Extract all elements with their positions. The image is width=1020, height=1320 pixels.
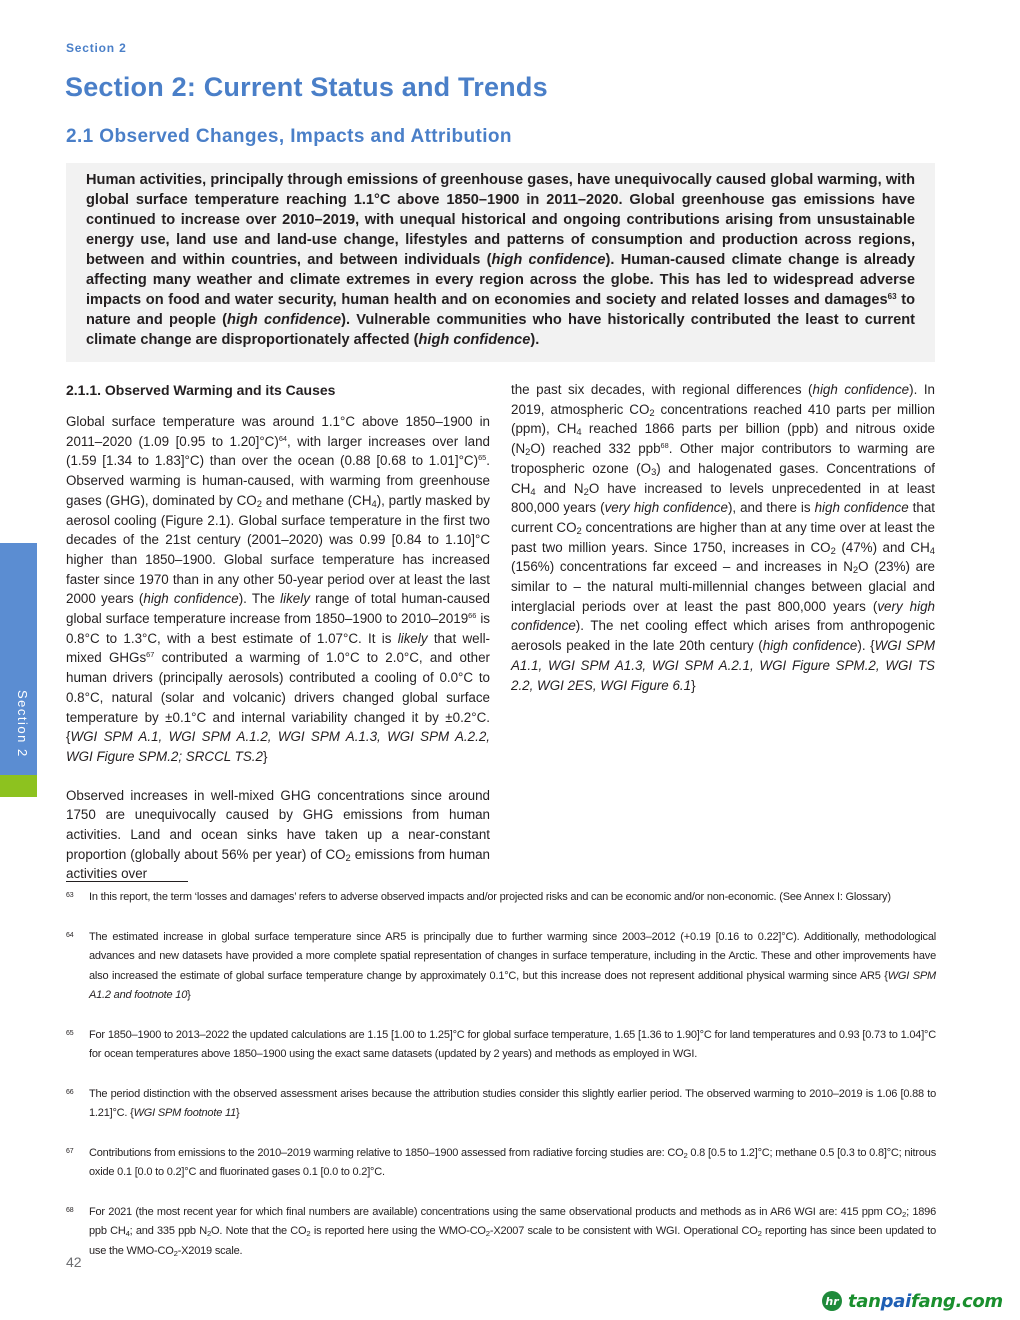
left-column: [66, 380, 490, 884]
tanpaifang-logo-icon: hr: [822, 1291, 842, 1311]
footnote-65: 65 For 1850–1900 to 2013–2022 the updated calculations are 1.15 [1.00 to 1.25]°C for global surface temperature, 1.65 [1.36 to 1.90]°C for land temperatures and 0.93 [0.73 to 1.04]°C for ocean temperatures above 1850–1900 using the exact same datasets (updated by 2 years) and methods as employed in WGI.: [66, 1026, 936, 1065]
footnote-ref-63[interactable]: 63: [887, 292, 897, 301]
subsubsection-heading: 2.1.1. Observed Warming and its Causes: [66, 382, 336, 398]
footnotes: [66, 888, 936, 1281]
footnote-number: 67: [66, 1147, 74, 1155]
footnote-ref-66[interactable]: 66: [468, 611, 477, 621]
paragraph-ghg-concentrations-continued: the past six decades, with regional differences (high confidence). In 2019, atmospheric $CO_2$ concentrations reached 410 parts per million (ppm), $CH_4$ reached 1866 parts per billion (ppb) and nitrous oxide $(N_2O)$ reached 332 ppb$^{68}$. Other major contributors to warming are tropospheric ozone $(O_3)$ and halogenated gases. Concentrations of $CH_4$ and $N_2O$ have increased to levels unprecedented in at least 800,000 years (very high confidence), and there is high confidence that current $CO_2$ concentrations are higher than at any time over at least the past two million years. Since 1750, increases in $CO_2$ (47%) and $CH_4$ (156%) concentrations far exceed – and increases in $N_2O$ (23%) are similar to – the natural multi-millennial changes between glacial and interglacial periods over at least the past 800,000 years (very high confidence). The net cooling effect which arises from anthropogenic aerosols peaked in the late 20th century (high confidence). {WGI SPM A1.1, WGI SPM A1.3, WGI SPM A.2.1, WGI Figure SPM.2, WGI TS 2.2, WGI 2ES, WGI Figure 6.1}: [511, 382, 936, 693]
footnote-66: 66 The period distinction with the observed assessment arises because the attribution studies consider this slightly earlier period. The observed warming to 2010–2019 is 1.06 [0.88 to 1.21]°C. {WGI SPM footnote 11}: [66, 1085, 936, 1124]
footnote-number: 66: [66, 1088, 74, 1096]
cross-references: WGI SPM A1.1, WGI SPM A1.3, WGI SPM A.2.1, WGI Figure SPM.2, WGI TS 2.2, WGI 2ES, WGI Figure 6.1: [511, 638, 936, 693]
footnote-ref-64[interactable]: 64: [278, 433, 287, 443]
cross-references: WGI SPM A.1, WGI SPM A.1.2, WGI SPM A.1.3, WGI SPM A.2.2, WGI Figure SPM.2; SRCCL TS.2: [66, 729, 490, 764]
section-title: Section 2: Current Status and Trends: [65, 72, 548, 102]
paragraph-ghg-concentrations: Observed increases in well-mixed GHG concentrations since around 1750 are unequivocally caused by GHG emissions from human activities. Land and ocean sinks have taken up a near-constant proportion (globally about 56% per year) of $CO_2$ emissions from human activities over: [66, 787, 490, 882]
footnote-63: 63 In this report, the term ‘losses and damages’ refers to adverse observed impacts and/or projected risks and can be economic and/or non-economic. (See Annex I: Glossary): [66, 888, 936, 908]
side-tab-accent: [0, 775, 37, 797]
summary-box: [66, 163, 935, 362]
footnote-ref-65[interactable]: 65: [478, 453, 487, 463]
right-column: [511, 380, 935, 695]
footnote-ref-68[interactable]: 68: [660, 441, 669, 451]
watermark-text: tanpaifang.com: [848, 1290, 1003, 1312]
footnote-number: 63: [66, 892, 74, 899]
paragraph-observed-warming: Global surface temperature was around 1.1°C above 1850–1900 in 2011–2020 (1.09 [0.95 to 1.20]°C)$^{64}$, with larger increases over land (1.59 [1.34 to 1.83]°C) than over the ocean (0.88 [0.68 to 1.01]°C)$^{65}$. Observed warming is human-caused, with warming from greenhouse gases (GHG), dominated by $CO_2$ and methane $(CH_4)$, partly masked by aerosol cooling (Figure 2.1). Global surface temperature in the first two decades of the 21st century (2001–2020) was 0.99 [0.84 to 1.10]°C higher than 1850–1900. Global surface temperature has increased faster since 1970 than in any other 50-year period over at least the last 2000 years (high confidence). The likely range of total human-caused global surface temperature increase from 1850–1900 to 2010–2019$^{66}$ is 0.8°C to 1.3°C, with a best estimate of 1.07°C. It is likely that well-mixed GHGs$^{67}$ contributed a warming of 1.0°C to 2.0°C, and other human drivers (principally aerosols) contributed a cooling of 0.0°C to 0.8°C, natural (solar and volcanic) drivers changed global surface temperature by ±0.1°C and internal variability changed it by ±0.2°C. {WGI SPM A.1, WGI SPM A.1.2, WGI SPM A.1.3, WGI SPM A.2.2, WGI Figure SPM.2; SRCCL TS.2}: [66, 414, 491, 764]
footnote-number: 65: [66, 1029, 74, 1037]
page-number: 42: [66, 1254, 82, 1270]
summary-text: Human activities, principally through emissions of greenhouse gases, have unequivocally caused global warming, with global surface temperature reaching 1.1°C above 1850–1900 in 2011–2020. Global greenhouse gas emissions have continued to increase over 2010–2019, with unequal historical and ongoing contributions arising from unsustainable energy use, land use and land-use change, lifestyles and patterns of consumption and production across regions, between and within countries, and between individuals (high confidence). Human-caused climate change is already affecting many weather and climate extremes in every region across the globe. This has led to widespread adverse impacts on food and water security, human health and on economies and society and related losses and damages$^{63}$ to nature and people (high confidence). Vulnerable communities who have historically contributed the least to current climate change are disproportionately affected (high confidence).: [86, 172, 916, 348]
footnote-ref-67[interactable]: 67: [146, 650, 155, 660]
footnote-number: 64: [66, 931, 74, 939]
footnote-64: 64 The estimated increase in global surface temperature since AR5 is principally due to further warming since 2003–2012 (+0.19 [0.16 to 0.22]°C). Additionally, methodological advances and new datasets have provided a more complete spatial representation of changes in surface temperature, including in the Arctic. These and other improvements have also increased the estimate of global surface temperature change by approximately 0.1°C, but this increase does not represent additional physical warming since AR5 {WGI SPM A1.2 and footnote 10}: [66, 928, 936, 1006]
footnote-67: 67 Contributions from emissions to the 2010–2019 warming relative to 1850–1900 assessed from radiative forcing studies are: $CO_2$ 0.8 [0.5 to 1.2]°C; methane 0.5 [0.3 to 0.8]°C; nitrous oxide 0.1 [0.0 to 0.2]°C and fluorinated gases 0.1 [0.0 to 0.2]°C.: [66, 1144, 936, 1183]
footnote-number: 68: [66, 1206, 74, 1214]
footnote-separator: [66, 881, 188, 882]
subsection-title: 2.1 Observed Changes, Impacts and Attribution: [66, 126, 512, 147]
watermark: [822, 1289, 1003, 1313]
footnote-68: 68 For 2021 (the most recent year for which final numbers are available) concentrations using the same observational products and methods as in AR6 WGI are: 415 ppm $CO_2$; 1896 ppb $CH_4$; and 335 ppb $N_2O$. Note that the $CO_2$ is reported here using the WMO-$CO_2-X2007$ scale to be consistent with WGI. Operational $CO_2$ reporting has since been updated to use the WMO-$CO_2-X2019$ scale.: [66, 1203, 936, 1262]
running-head: Section 2: [66, 41, 127, 55]
side-tab-label: Section 2: [15, 690, 30, 758]
